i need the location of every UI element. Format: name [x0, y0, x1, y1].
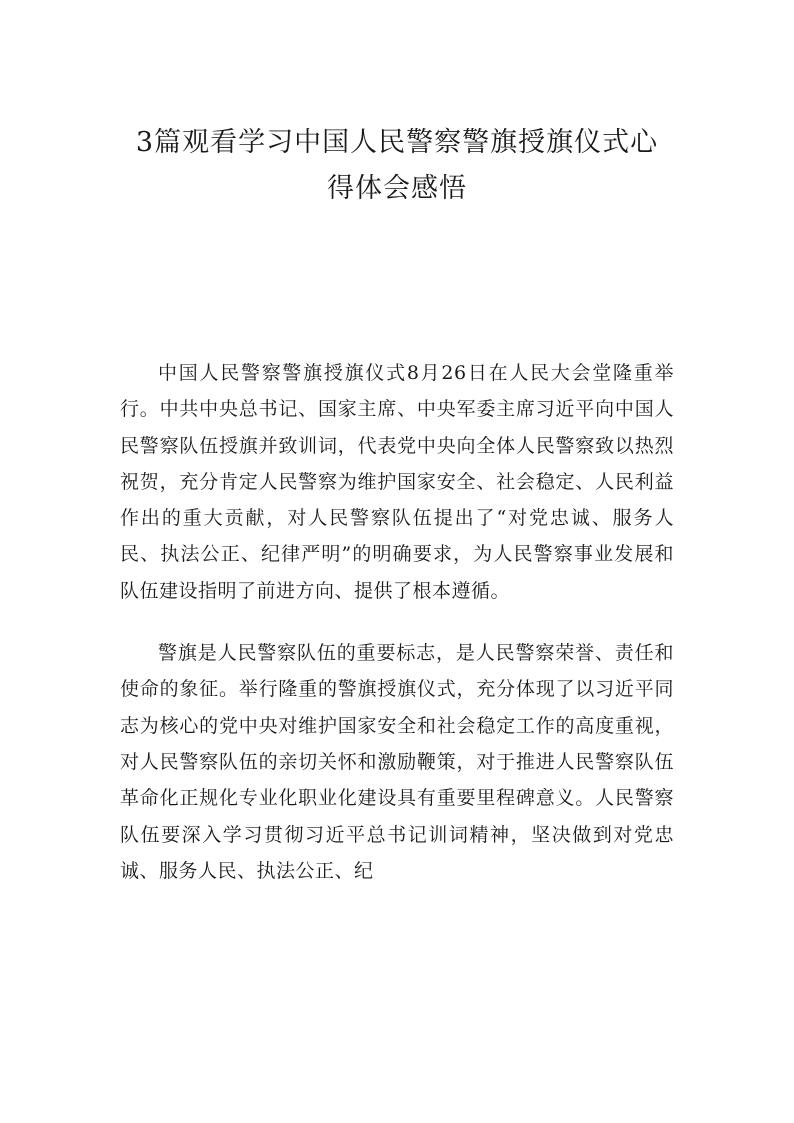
title-line-1: 3篇观看学习中国人民警察警旗授旗仪式心 [135, 127, 659, 158]
title-line-2: 得体会感悟 [327, 173, 467, 204]
document-title [120, 120, 674, 212]
paragraph-1: 中国人民警察警旗授旗仪式8月26日在人民大会堂隆重举行。中共中央总书记、国家主席、中央军委主席习近平向中国人民警察队伍授旗并致训词，代表党中央向全体人民警察致以热烈祝贺，充分肯定人民警察为维护国家安全、社会稳定、人民利益作出的重大贡献，对人民警察队伍提出了“对党忠诚、服务人民、执法公正、纪律严明”的明确要求，为人民警察事业发展和队伍建设指明了前进方向、提供了根本遵循。 [120, 362, 674, 602]
document-body [120, 355, 674, 915]
paragraph-2: 警旗是人民警察队伍的重要标志，是人民警察荣誉、责任和使命的象征。举行隆重的警旗授旗仪式，充分体现了以习近平同志为核心的党中央对维护国家安全和社会稳定工作的高度重视，对人民警察队伍的亲切关怀和激励鞭策，对于推进人民警察队伍革命化正规化专业化职业化建设具有重要里程碑意义。人民警察队伍要深入学习贯彻习近平总书记训词精神，坚决做到对党忠诚、服务人民、执法公正、纪 [120, 642, 674, 882]
